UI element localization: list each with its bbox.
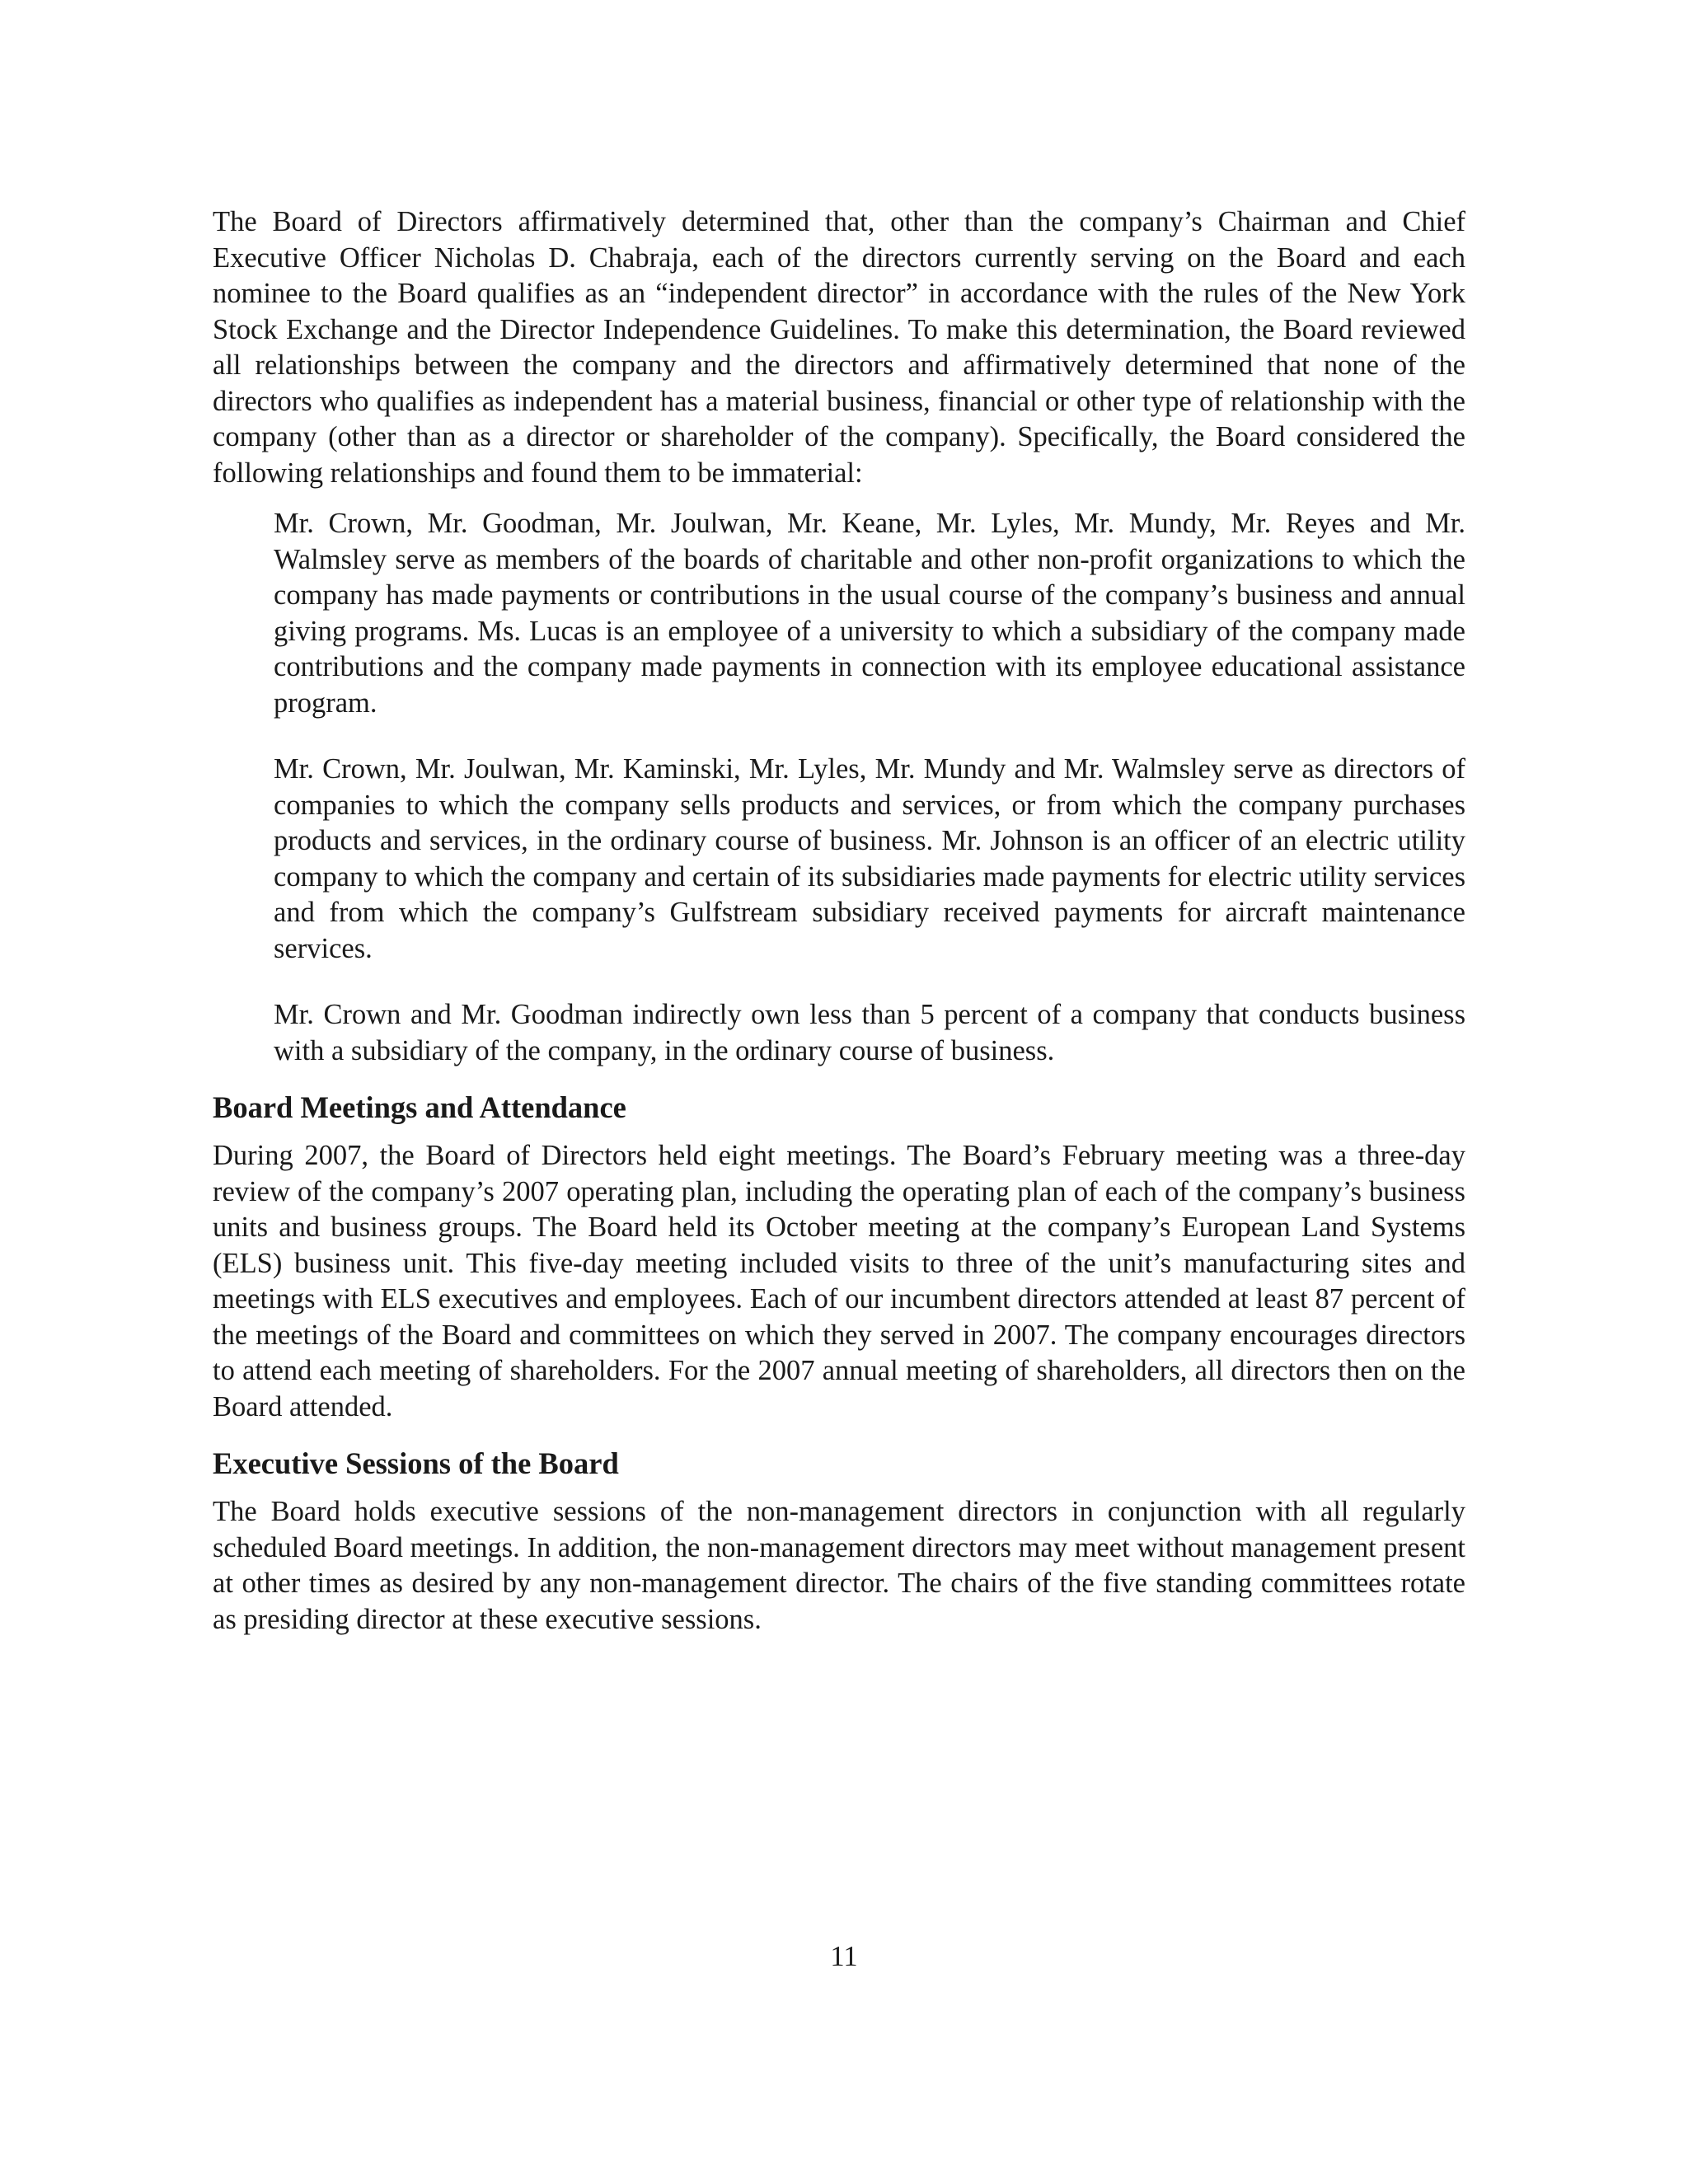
page-number: 11 (830, 1941, 858, 1972)
relationship-paragraph-charitable: Mr. Crown, Mr. Goodman, Mr. Joulwan, Mr. Keane, Mr. Lyles, Mr. Mundy, Mr. Reyes and Mr. Walmsley serve as members of the boards of charitable and other non-profit organizations to which the company has made payments or contributions in the usual course of the company’s business and annual giving programs. Ms. Lucas is an employee of a university to which a subsidiary of the company made contributions and the company made payments in connection with its employee educational assistance program. (274, 508, 1465, 719)
meetings-paragraph: During 2007, the Board of Directors held eight meetings. The Board’s February meeting was a three-day review of the company’s 2007 operating plan, including the operating plan of each of the company’s business units and business groups. The Board held its October meeting at the company’s European Land Systems (ELS) business unit. This five-day meeting included visits to three of the unit’s manufacturing sites and meetings with ELS executives and employees. Each of our incumbent directors attended at least 87 percent of the meetings of the Board and committees on which they served in 2007. The company encourages directors to attend each meeting of shareholders. For the 2007 annual meeting of shareholders, all directors then on the Board attended. (213, 1140, 1465, 1422)
sessions-heading: Executive Sessions of the Board (213, 1446, 619, 1480)
sessions-paragraph: The Board holds executive sessions of the non-management directors in conjunction with all regularly scheduled Board meetings. In addition, the non-management directors may meet without management present at other times as desired by any non-management director. The chairs of the five standing committees rotate as presiding director at these executive sessions. (213, 1496, 1465, 1635)
relationship-paragraph-business: Mr. Crown, Mr. Joulwan, Mr. Kaminski, Mr. Lyles, Mr. Mundy and Mr. Walmsley serve as directors of companies to which the company sells products and services, or from which the company purchases products and services, in the ordinary course of business. Mr. Johnson is an officer of an electric utility company to which the company and certain of its subsidiaries made payments for electric utility services and from which the company’s Gulfstream subsidiary received payments for aircraft maintenance services. (274, 753, 1465, 964)
relationship-paragraph-ownership: Mr. Crown and Mr. Goodman indirectly own less than 5 percent of a company that conducts business with a subsidiary of the company, in the ordinary course of business. (274, 999, 1465, 1066)
intro-paragraph: The Board of Directors affirmatively determined that, other than the company’s Chairman and Chief Executive Officer Nicholas D. Chabraja, each of the directors currently serving on the Board and each nominee to the Board qualifies as an “independent director” in accordance with the rules of the New York Stock Exchange and the Director Independence Guidelines. To make this determination, the Board reviewed all relationships between the company and the directors and affirmatively determined that none of the directors who qualifies as independent has a material business, financial or other type of relationship with the company (other than as a director or shareholder of the company). Specifically, the Board considered the following relationships and found them to be immaterial: (213, 206, 1465, 489)
document-page (213, 204, 1465, 1638)
meetings-heading: Board Meetings and Attendance (213, 1090, 626, 1124)
